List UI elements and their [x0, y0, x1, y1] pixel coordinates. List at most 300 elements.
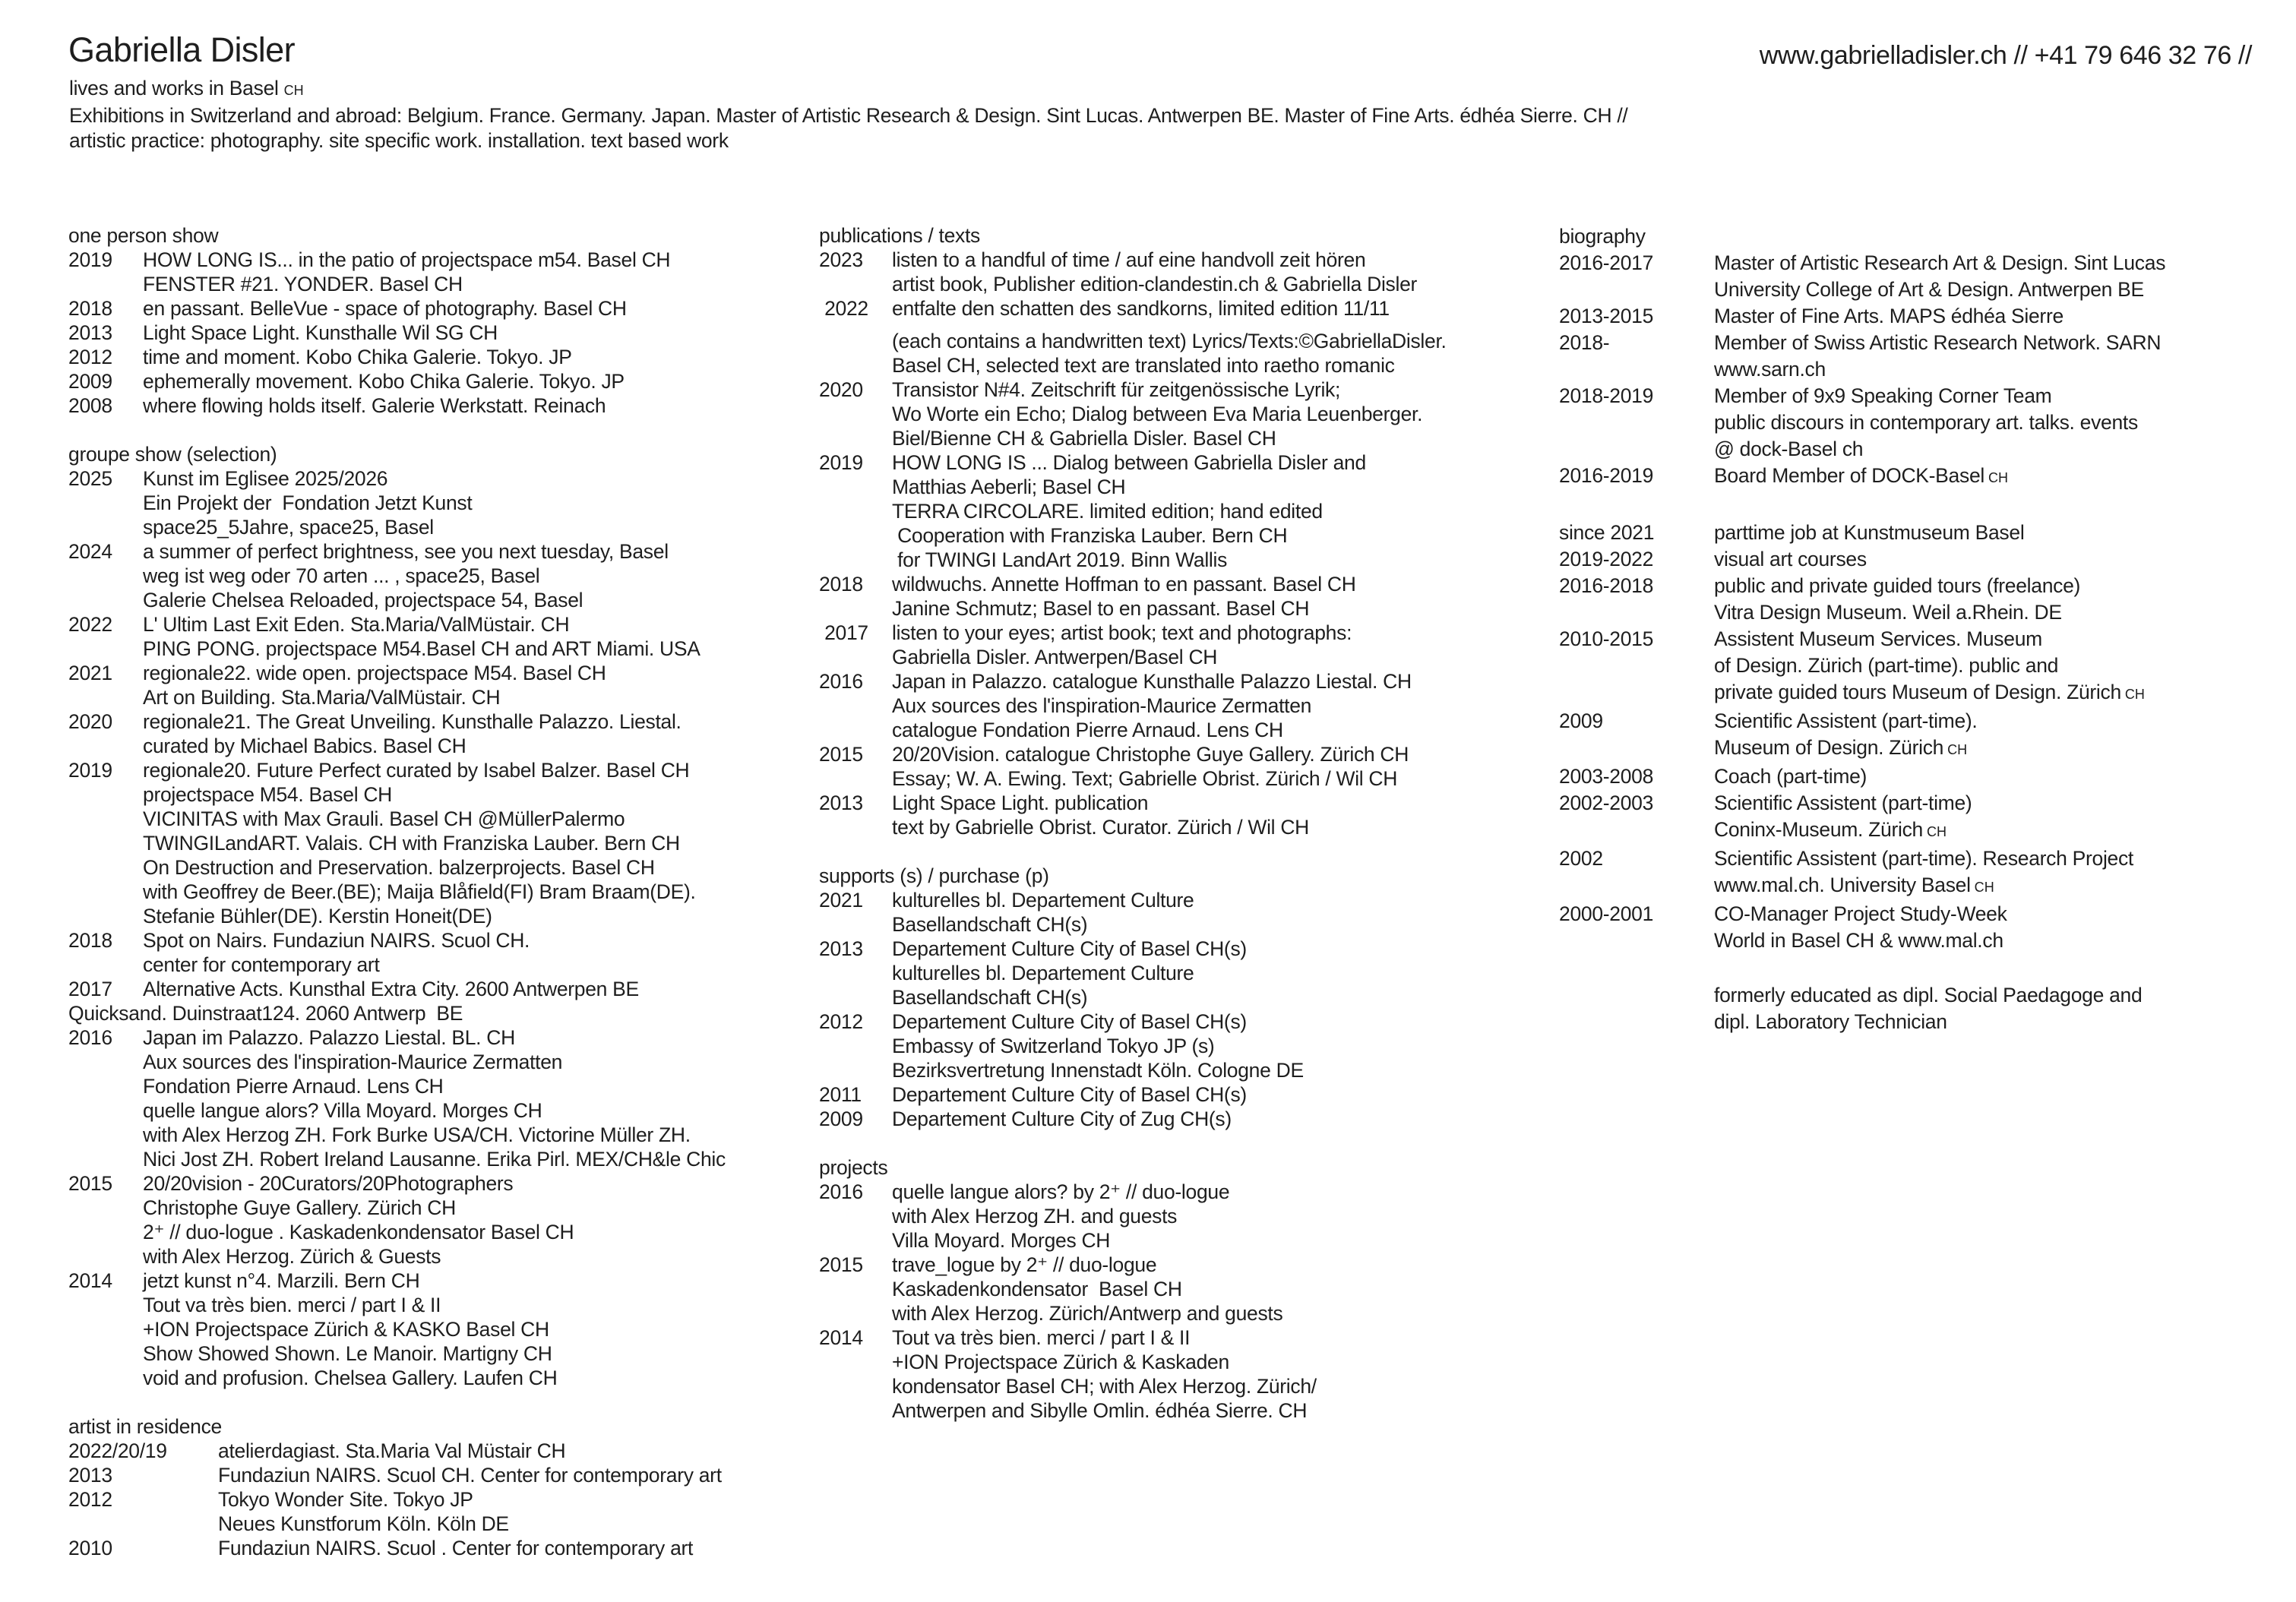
entry-row [68, 515, 828, 539]
entry-row [1559, 409, 2281, 436]
entry-year [1559, 679, 1714, 708]
entry-row [819, 1277, 1567, 1301]
entry-year [68, 1341, 143, 1366]
entry-text: Basel CH, selected text are translated into raetho romanic [892, 354, 1395, 377]
entry-year [819, 548, 892, 572]
entry-text: Scientific Assistent (part-time). Research Project [1714, 847, 2133, 870]
entry-text: Departement Culture City of Basel CH(s) [892, 1083, 1247, 1106]
entry-row [819, 329, 1567, 353]
entry-text: Tout va très bien. merci / part I & II [143, 1294, 441, 1316]
entry-text: Alternative Acts. Kunsthal Extra City. 2600 Antwerpen BE [143, 978, 639, 1000]
entry-row [1559, 599, 2281, 626]
entry-year: 2018 [819, 573, 863, 596]
entry-text: Christophe Guye Gallery. Zürich CH [143, 1196, 456, 1219]
entry-text: Aux sources des l'inspiration-Maurice Zermatten [892, 694, 1312, 717]
entry-row [1559, 763, 2281, 790]
entry-year: 2024 [68, 540, 112, 563]
entry-row [68, 1487, 828, 1512]
entry-year [68, 734, 143, 758]
entry-row [68, 296, 828, 321]
entry-row [819, 1107, 1567, 1131]
entry-row [819, 1082, 1567, 1107]
lives-line [69, 76, 304, 103]
entry-row [1559, 626, 2281, 652]
entry-year [1559, 409, 1714, 436]
entry-text: World in Basel CH & www.mal.ch [1714, 929, 2003, 952]
entry-year: 2016 [819, 1180, 863, 1203]
section-title: biography [1559, 225, 1646, 248]
entry-year: 2011 [819, 1083, 862, 1106]
entry-year: 2016-2019 [1559, 464, 1654, 487]
entry-year [819, 1398, 892, 1423]
entry-text: @ dock-Basel ch [1714, 438, 1864, 460]
entry-row [68, 1269, 828, 1293]
entry-row [819, 450, 1567, 475]
entry-row [1559, 303, 2281, 330]
entry-text: Board Member of DOCK-Basel CH [1714, 464, 2008, 487]
entry-text: Scientific Assistent (part-time) [1714, 792, 1972, 814]
entry-text: VICINITAS with Max Grauli. Basel CH @MüllerPalermo [143, 807, 625, 830]
entry-row [68, 345, 828, 369]
entry-text: projectspace M54. Basel CH [143, 783, 393, 806]
section-title: publications / texts [819, 224, 981, 247]
entry-row [68, 1196, 828, 1220]
entry-text: Aux sources des l'inspiration-Maurice Zermatten [143, 1051, 563, 1073]
entry-year [819, 272, 892, 296]
entry-row [819, 1010, 1567, 1034]
entry-text: Antwerpen and Sibylle Omlin. édhéa Sierre. CH [892, 1399, 1308, 1422]
entry-text: www.sarn.ch [1714, 358, 1826, 381]
entry-year [819, 499, 892, 523]
entry-text: Japan im Palazzo. Palazzo Liestal. BL. CH [143, 1026, 515, 1049]
entry-text: regionale20. Future Perfect curated by Isabel Balzer. Basel CH [143, 759, 690, 782]
entry-text: Fundaziun NAIRS. Scuol CH. Center for contemporary art [218, 1464, 722, 1487]
entry-text: Biel/Bienne CH & Gabriella Disler. Basel CH [892, 427, 1276, 450]
entry-year [819, 1204, 892, 1228]
entry-text: Villa Moyard. Morges CH [892, 1229, 1111, 1252]
entry-text: ephemerally movement. Kobo Chika Galerie. Tokyo. JP [143, 370, 625, 393]
entry-year [1559, 817, 1714, 845]
entry-row [1559, 356, 2281, 383]
entry-year: 2000-2001 [1559, 902, 1654, 925]
entry-row [1559, 250, 2281, 276]
entry-row [68, 1147, 828, 1171]
entry-text: Spot on Nairs. Fundaziun NAIRS. Scuol CH. [143, 929, 530, 952]
entry-row [1559, 708, 2281, 735]
entry-text: text by Gabrielle Obrist. Curator. Zürich / Wil CH [892, 816, 1310, 839]
entry-row [68, 880, 828, 904]
entry-year: 2014 [68, 1269, 112, 1292]
entry-text: formerly educated as dipl. Social Paedagoge and [1714, 984, 2143, 1006]
entry-year: 2022 [68, 613, 112, 636]
entry-row [68, 1171, 828, 1196]
column-mid [819, 223, 1567, 1423]
entry-year: 2012 [68, 346, 112, 368]
entry-year [68, 685, 143, 709]
entry-year [68, 588, 143, 612]
entry-year: 2009 [68, 370, 112, 393]
entry-row [1559, 573, 2281, 599]
entry-text: center for contemporary art [143, 953, 380, 976]
entry-year: 2019-2022 [1559, 548, 1654, 570]
entry-row [819, 548, 1567, 572]
entry-row [68, 612, 828, 637]
entry-row [68, 1536, 828, 1560]
entry-row [819, 766, 1567, 791]
entry-year: 2022 [819, 297, 868, 320]
entry-row [68, 685, 828, 709]
entry-row [1559, 546, 2281, 573]
entry-row [819, 1301, 1567, 1326]
entry-year: 2013 [68, 321, 112, 344]
entry-text: with Alex Herzog ZH. Fork Burke USA/CH. Victorine Müller ZH. [143, 1123, 691, 1146]
entry-year: 2021 [68, 662, 112, 684]
entry-text: Kaskadenkondensator Basel CH [892, 1278, 1182, 1300]
entry-year [819, 1058, 892, 1082]
entry-row [819, 985, 1567, 1010]
entry-row [1559, 790, 2281, 817]
entry-year [1559, 276, 1714, 303]
entry-row [1559, 901, 2281, 927]
exhibitions-line: Exhibitions in Switzerland and abroad: Belgium. France. Germany. Japan. Master of Artistic Research & Design. Sint Lucas. Antwerpen BE. Master of Fine Arts. édhéa Sierre. CH // [69, 104, 1628, 127]
entry-year: 2002-2003 [1559, 792, 1654, 814]
entry-year [68, 782, 143, 807]
entry-row [68, 1439, 828, 1463]
entry-row [819, 499, 1567, 523]
entry-year [819, 1350, 892, 1374]
entry-year: 2013 [68, 1464, 112, 1487]
entry-year [819, 718, 892, 742]
entry-year: 2003-2008 [1559, 765, 1654, 788]
entry-text: kondensator Basel CH; with Alex Herzog. Zürich/ [892, 1375, 1317, 1398]
entry-row [819, 888, 1567, 912]
entry-year [68, 1220, 143, 1244]
entry-year [819, 523, 892, 548]
entry-text: Departement Culture City of Basel CH(s) [892, 937, 1247, 960]
entry-year: 2009 [819, 1107, 863, 1130]
entry-row [68, 564, 828, 588]
entry-row [819, 937, 1567, 961]
entry-text: HOW LONG IS ... Dialog between Gabriella Disler and [892, 451, 1366, 474]
entry-text: Stefanie Bühler(DE). Kerstin Honeit(DE) [143, 905, 492, 927]
entry-year: 2020 [819, 378, 863, 401]
entry-row [68, 734, 828, 758]
entry-row [819, 718, 1567, 742]
entry-row [819, 1034, 1567, 1058]
entry-row [68, 369, 828, 393]
entry-year [819, 329, 892, 353]
entry-row [1559, 330, 2281, 356]
entry-row [1559, 436, 2281, 463]
entry-row [68, 855, 828, 880]
entry-text: listen to your eyes; artist book; text and photographs: [892, 621, 1352, 644]
entry-text: entfalte den schatten des sandkorns, limited edition 11/11 [892, 297, 1390, 320]
entry-year [1559, 982, 1714, 1009]
entry-text: Basellandschaft CH(s) [892, 913, 1088, 936]
entry-row [68, 1098, 828, 1123]
entry-row [68, 807, 828, 831]
entry-text: space25_5Jahre, space25, Basel [143, 516, 434, 539]
lives-text: lives and works in Basel [69, 77, 279, 100]
entry-row [819, 572, 1567, 596]
entry-text: Fondation Pierre Arnaud. Lens CH [143, 1075, 444, 1098]
entry-text: Wo Worte ein Echo; Dialog between Eva Maria Leuenberger. [892, 403, 1423, 425]
entry-row [68, 1463, 828, 1487]
entry-year: 2012 [68, 1488, 112, 1511]
entry-year: 2010-2015 [1559, 627, 1654, 650]
entry-text: en passant. BelleVue - space of photography. Basel CH [143, 297, 627, 320]
entry-year [68, 953, 143, 977]
entry-row [68, 661, 828, 685]
entry-year: 2021 [819, 889, 863, 912]
entry-text: Janine Schmutz; Basel to en passant. Basel CH [892, 597, 1310, 620]
entry-text: TERRA CIRCOLARE. limited edition; hand edited [892, 500, 1323, 523]
entry-text: Ein Projekt der Fondation Jetzt Kunst [143, 491, 473, 514]
entry-year [1559, 436, 1714, 463]
entry-row [68, 1001, 828, 1025]
entry-row [68, 758, 828, 782]
entry-row [819, 378, 1567, 402]
country-code-smallcaps: CH [1922, 824, 1947, 839]
entry-year [68, 1123, 143, 1147]
entry-row [68, 709, 828, 734]
entry-row [68, 1123, 828, 1147]
entry-text: Essay; W. A. Ewing. Text; Gabrielle Obrist. Zürich / Wil CH [892, 767, 1398, 790]
section-groupe-show-selection [68, 442, 828, 1390]
entry-text: University College of Art & Design. Antwerpen BE [1714, 278, 2144, 301]
column-left [68, 223, 828, 1560]
entry-row [819, 621, 1567, 645]
entry-year: 2002 [1559, 847, 1603, 870]
entry-row [1559, 520, 2281, 546]
entry-row [819, 248, 1567, 272]
entry-text: time and moment. Kobo Chika Galerie. Tokyo. JP [143, 346, 572, 368]
entry-text: 20/20vision - 20Curators/20Photographers [143, 1172, 514, 1195]
entry-year [819, 475, 892, 499]
entry-row [68, 1317, 828, 1341]
entry-row [68, 1220, 828, 1244]
entry-year: 2020 [68, 710, 112, 733]
entry-year: 2019 [68, 248, 112, 271]
entry-text: with Alex Herzog ZH. and guests [892, 1205, 1178, 1228]
entry-text: Japan in Palazzo. catalogue Kunsthalle Palazzo Liestal. CH [892, 670, 1412, 693]
entry-year: 2016 [68, 1026, 112, 1049]
entry-text: Fundaziun NAIRS. Scuol . Center for contemporary art [218, 1537, 694, 1559]
entry-year [68, 1196, 143, 1220]
entry-text: trave_logue by 2⁺ // duo-logue [892, 1253, 1157, 1276]
entry-row [68, 1512, 828, 1536]
entry-row [1559, 1009, 2281, 1035]
entry-row [819, 742, 1567, 766]
entry-year: 2008 [68, 394, 112, 417]
entry-row [1559, 652, 2281, 679]
entry-text: with Alex Herzog. Zürich & Guests [143, 1245, 441, 1268]
entry-text: Basellandschaft CH(s) [892, 986, 1088, 1009]
entry-year [68, 904, 143, 928]
entry-year [68, 1147, 143, 1171]
entry-text: a summer of perfect brightness, see you next tuesday, Basel [143, 540, 669, 563]
entry-row [819, 1350, 1567, 1374]
entry-text: public and private guided tours (freelance) [1714, 574, 2081, 597]
entry-text: Master of Fine Arts. MAPS édhéa Sierre [1714, 305, 2064, 327]
entry-text: Embassy of Switzerland Tokyo JP (s) [892, 1035, 1215, 1057]
entry-row [68, 248, 828, 272]
section-one-person-show [68, 223, 828, 418]
entry-row [68, 831, 828, 855]
entry-text: Light Space Light. Kunsthalle Wil SG CH [143, 321, 498, 344]
entry-year [819, 645, 892, 669]
entry-row [68, 1074, 828, 1098]
entry-year: 2022/20/19 [68, 1439, 167, 1462]
spacer [1559, 954, 2281, 982]
entry-text: L' Ultim Last Exit Eden. Sta.Maria/ValMüstair. CH [143, 613, 570, 636]
entry-year [68, 1074, 143, 1098]
country-code-smallcaps: CH [1984, 470, 2008, 485]
entry-row [68, 637, 828, 661]
country-code-smallcaps: CH [283, 83, 304, 98]
entry-text: jetzt kunst n°4. Marzili. Bern CH [143, 1269, 420, 1292]
section-publications-texts [819, 223, 1567, 839]
entry-text: Museum of Design. Zürich CH [1714, 736, 1968, 759]
entry-text: Quicksand. Duinstraat124. 2060 Antwerp BE [68, 1002, 463, 1025]
entry-text: curated by Michael Babics. Basel CH [143, 735, 466, 757]
entry-text: Departement Culture City of Zug CH(s) [892, 1107, 1232, 1130]
entry-row [819, 815, 1567, 839]
entry-year: 2015 [68, 1172, 112, 1195]
entry-row [68, 272, 828, 296]
entry-year: 2010 [68, 1537, 112, 1559]
entry-row [819, 694, 1567, 718]
entry-text: 20/20Vision. catalogue Christophe Guye Gallery. Zürich CH [892, 743, 1409, 766]
entry-year: 2016-2018 [1559, 574, 1654, 597]
entry-row [819, 645, 1567, 669]
spacer [1559, 491, 2281, 520]
entry-year: 2015 [819, 743, 863, 766]
entry-text: Nici Jost ZH. Robert Ireland Lausanne. Erika Pirl. MEX/CH&le Chic [143, 1148, 726, 1171]
entry-row [68, 393, 828, 418]
entry-year [819, 766, 892, 791]
section-title: groupe show (selection) [68, 443, 277, 466]
entry-row [819, 961, 1567, 985]
entry-row [819, 669, 1567, 694]
entry-text: Member of 9x9 Speaking Corner Team [1714, 384, 2052, 407]
entry-row [68, 782, 828, 807]
entry-text: +ION Projectspace Zürich & Kaskaden [892, 1351, 1229, 1373]
entry-year [819, 985, 892, 1010]
entry-text: PING PONG. projectspace M54.Basel CH and ART Miami. USA [143, 637, 701, 660]
entry-text: HOW LONG IS... in the patio of projectspace m54. Basel CH [143, 248, 671, 271]
entry-text: On Destruction and Preservation. balzerprojects. Basel CH [143, 856, 655, 879]
entry-row [1559, 463, 2281, 491]
entry-row [819, 272, 1567, 296]
section-title: one person show [68, 224, 219, 247]
entry-row [1559, 845, 2281, 872]
entry-row [1559, 679, 2281, 708]
entry-text: void and profusion. Chelsea Gallery. Laufen CH [143, 1367, 558, 1389]
entry-row [1559, 735, 2281, 763]
entry-year [1559, 1009, 1714, 1035]
entry-text: Neues Kunstforum Köln. Köln DE [218, 1512, 509, 1535]
entry-year [819, 1277, 892, 1301]
section-projects [819, 1155, 1567, 1423]
entry-year: 2009 [1559, 709, 1603, 732]
entry-row [68, 321, 828, 345]
entry-year [819, 426, 892, 450]
entry-year: 2018 [68, 929, 112, 952]
entry-year: 2013-2015 [1559, 305, 1654, 327]
entry-text: Art on Building. Sta.Maria/ValMüstair. CH [143, 686, 501, 709]
entry-row [68, 904, 828, 928]
section-title: projects [819, 1156, 888, 1179]
entry-text: Cooperation with Franziska Lauber. Bern CH [892, 524, 1288, 547]
entry-text: of Design. Zürich (part-time). public and [1714, 654, 2059, 677]
entry-text: kulturelles bl. Departement Culture [892, 889, 1194, 912]
entry-row [68, 466, 828, 491]
entry-row [1559, 383, 2281, 409]
entry-year [819, 596, 892, 621]
entry-text: wildwuchs. Annette Hoffman to en passant. Basel CH [892, 573, 1356, 596]
entry-year [819, 961, 892, 985]
entry-row [819, 402, 1567, 426]
entry-text: Gabriella Disler. Antwerpen/Basel CH [892, 646, 1218, 668]
entry-year [819, 815, 892, 839]
entry-row [68, 1293, 828, 1317]
entry-row [819, 1374, 1567, 1398]
entry-text: 2⁺ // duo-logue . Kaskadenkondensator Basel CH [143, 1221, 574, 1243]
entry-text: weg ist weg oder 70 arten ... , space25, Basel [143, 564, 540, 587]
entry-year [68, 1244, 143, 1269]
entry-year [68, 855, 143, 880]
entry-year [68, 637, 143, 661]
entry-text: visual art courses [1714, 548, 1867, 570]
section-title: supports (s) / purchase (p) [819, 864, 1049, 887]
entry-year [819, 402, 892, 426]
entry-row [819, 1326, 1567, 1350]
entry-year [1559, 652, 1714, 679]
practice-line: artistic practice: photography. site specific work. installation. text based work [69, 129, 729, 152]
entry-text: Tout va très bien. merci / part I & II [892, 1326, 1191, 1349]
entry-year [1559, 356, 1714, 383]
entry-year [819, 1301, 892, 1326]
entry-text: for TWINGI LandArt 2019. Binn Wallis [892, 548, 1228, 571]
country-code-smallcaps: CH [1970, 880, 1994, 895]
section-artist-in-residence [68, 1414, 828, 1560]
entry-year: 2012 [819, 1010, 863, 1033]
entry-row [1559, 872, 2281, 901]
entry-text: FENSTER #21. YONDER. Basel CH [143, 273, 463, 295]
section-biography [1559, 223, 2281, 1035]
entry-row [1559, 927, 2281, 954]
entry-row [819, 596, 1567, 621]
entry-row [819, 426, 1567, 450]
entry-text: Coninx-Museum. Zürich CH [1714, 818, 1947, 841]
entry-year [1559, 735, 1714, 763]
entry-text: catalogue Fondation Pierre Arnaud. Lens CH [892, 719, 1283, 741]
entry-year: 2018 [68, 297, 112, 320]
entry-text: with Alex Herzog. Zürich/Antwerp and guests [892, 1302, 1283, 1325]
entry-year: 2014 [819, 1326, 863, 1349]
entry-year [68, 880, 143, 904]
entry-row [68, 1341, 828, 1366]
entry-row [819, 791, 1567, 815]
entry-year [1559, 599, 1714, 626]
entry-year [68, 831, 143, 855]
entry-text: Kunst im Eglisee 2025/2026 [143, 467, 388, 490]
entry-text: quelle langue alors? Villa Moyard. Morges CH [143, 1099, 542, 1122]
entry-year: 2013 [819, 792, 863, 814]
entry-text: atelierdagiast. Sta.Maria Val Müstair CH [218, 1439, 566, 1462]
entry-year [68, 491, 143, 515]
